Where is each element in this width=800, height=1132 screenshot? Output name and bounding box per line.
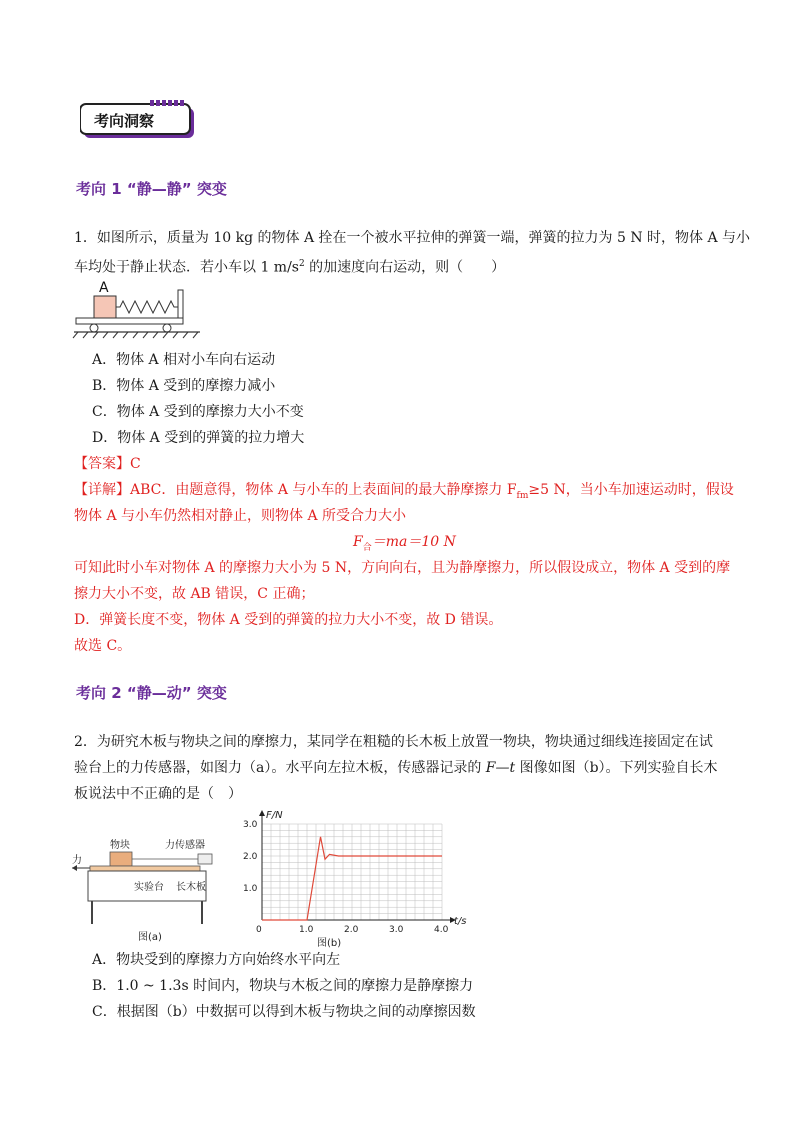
fig-a-board-label: 长木板: [176, 882, 206, 893]
ground-hatch: [73, 332, 198, 338]
q1-line-1: 1．如图所示，质量为 10 kg 的物体 A 拴在一个被水平拉伸的弹簧一端，弹簧的拉力为 5 N 时，物体 A 与小: [74, 230, 751, 246]
x-tick-label: 1.0: [299, 925, 314, 935]
q1-option-c: C．物体 A 受到的摩擦力大小不变: [92, 404, 304, 420]
y-tick-label: 1.0: [243, 884, 258, 894]
q1-formula-post: ＝ma＝10 N: [371, 534, 456, 550]
chart-axes: [259, 810, 456, 923]
ft-chart: [236, 808, 476, 948]
x-tick-label: 2.0: [344, 925, 359, 935]
q1-detail-4: 擦力大小不变，故 AB 错误，C 正确；: [74, 586, 315, 602]
q1-detail-2: 物体 A 与小车仍然相对静止，则物体 A 所受合力大小: [74, 508, 407, 524]
q1-option-b: B．物体 A 受到的摩擦力减小: [92, 378, 276, 394]
fig-a-block-label: 物块: [110, 840, 130, 851]
q2-line-2-em: F—t: [485, 760, 516, 776]
q1-formula-pre: F: [353, 534, 363, 550]
q1-formula-sub: 合: [362, 542, 372, 553]
x-tick-label: 4.0: [434, 925, 449, 935]
q2-option-a: A．物块受到的摩擦力方向始终水平向左: [92, 952, 341, 968]
section-1-heading: 考向 1 “静—静” 突变: [76, 180, 227, 198]
q2-option-b: B．1.0 ~ 1.3s 时间内，物块与木板之间的摩擦力是静摩擦力: [92, 978, 474, 994]
x-tick-label: 3.0: [389, 925, 404, 935]
block-a: [94, 296, 116, 318]
q2-line-2-post: 图像如图（b）。下列实验自长木: [515, 760, 718, 776]
block-a-label: A: [99, 280, 109, 296]
q1-detail-1: [74, 480, 734, 506]
cart-body: [76, 318, 183, 324]
q1-detail-5: D．弹簧长度不变，物体 A 受到的弹簧的拉力大小不变，故 D 错误。: [74, 612, 503, 628]
fig-a-board: [90, 866, 200, 871]
q2-line-2-pre: 验台上的力传感器，如图力（a）。水平向左拉木板，传感器记录的: [74, 760, 486, 776]
cart-wall: [178, 290, 183, 318]
figure-b: [236, 808, 476, 948]
figure-a: [70, 832, 230, 944]
x-tick-label: 0: [256, 925, 262, 935]
q1-answer: 【答案】C: [74, 456, 141, 472]
q2-option-c: C．根据图（b）中数据可以得到木板与物块之间的动摩擦因数: [92, 1004, 476, 1020]
cart-wheel-left: [90, 324, 98, 332]
chart-grid: [262, 824, 442, 920]
chart-x-axis-label: t/s: [454, 916, 467, 927]
spring: [116, 301, 178, 313]
q1-line-2-sup: 2: [298, 259, 305, 269]
banner-label: 考向洞察: [94, 112, 155, 130]
fig-a-caption: 图(a): [138, 932, 162, 943]
q1-option-a: A．物体 A 相对小车向右运动: [92, 352, 276, 368]
cart-figure: [72, 276, 202, 340]
q1-line-2-post: 的加速度向右运动，则（ ）: [304, 259, 506, 276]
q1-formula: [353, 532, 456, 558]
q2-line-1: 2．为研究木板与物块之间的摩擦力，某同学在粗糙的长木板上放置一物块，物块通过细线连接固定在试: [74, 734, 713, 750]
fig-a-table-label: 实验台: [134, 882, 164, 893]
q1-detail-3: 可知此时小车对物体 A 的摩擦力大小为 5 N，方向向右，且为静摩擦力，所以假设成立，物体 A 受到的摩: [74, 560, 731, 576]
q1-detail-1-post: ≥5 N，当小车加速运动时，假设: [528, 482, 734, 498]
y-tick-label: 3.0: [243, 820, 258, 830]
chart-caption: 图(b): [317, 938, 342, 948]
fig-a-pull-label: 力: [72, 855, 82, 866]
q1-line-2: [74, 254, 505, 278]
fig-a-sensor-box: [198, 854, 212, 864]
q1-option-d: D．物体 A 受到的弹簧的拉力增大: [92, 430, 305, 446]
q1-detail-1-pre: 【详解】ABC．由题意得，物体 A 与小车的上表面间的最大静摩擦力 F: [74, 482, 517, 498]
y-tick-label: 2.0: [243, 852, 258, 862]
cart-wheel-right: [163, 324, 171, 332]
q1-line-2-pre: 车均处于静止状态．若小车以 1 m/s: [74, 259, 299, 276]
chart-y-axis-label: F/N: [266, 810, 283, 821]
section-2-heading: 考向 2 “静—动” 突变: [76, 684, 227, 702]
y-axis-arrow: [259, 810, 265, 816]
section-banner: [80, 100, 200, 142]
q1-conclusion: 故选 C。: [74, 638, 132, 654]
chart-ticks: [243, 820, 449, 935]
fig-a-block: [110, 852, 132, 866]
fig-a-sensor-label: 力传感器: [165, 840, 205, 851]
q1-detail-1-sub: fm: [516, 490, 529, 501]
q2-line-2: [74, 758, 718, 778]
q2-line-3: 板说法中不正确的是（ ）: [74, 786, 242, 802]
